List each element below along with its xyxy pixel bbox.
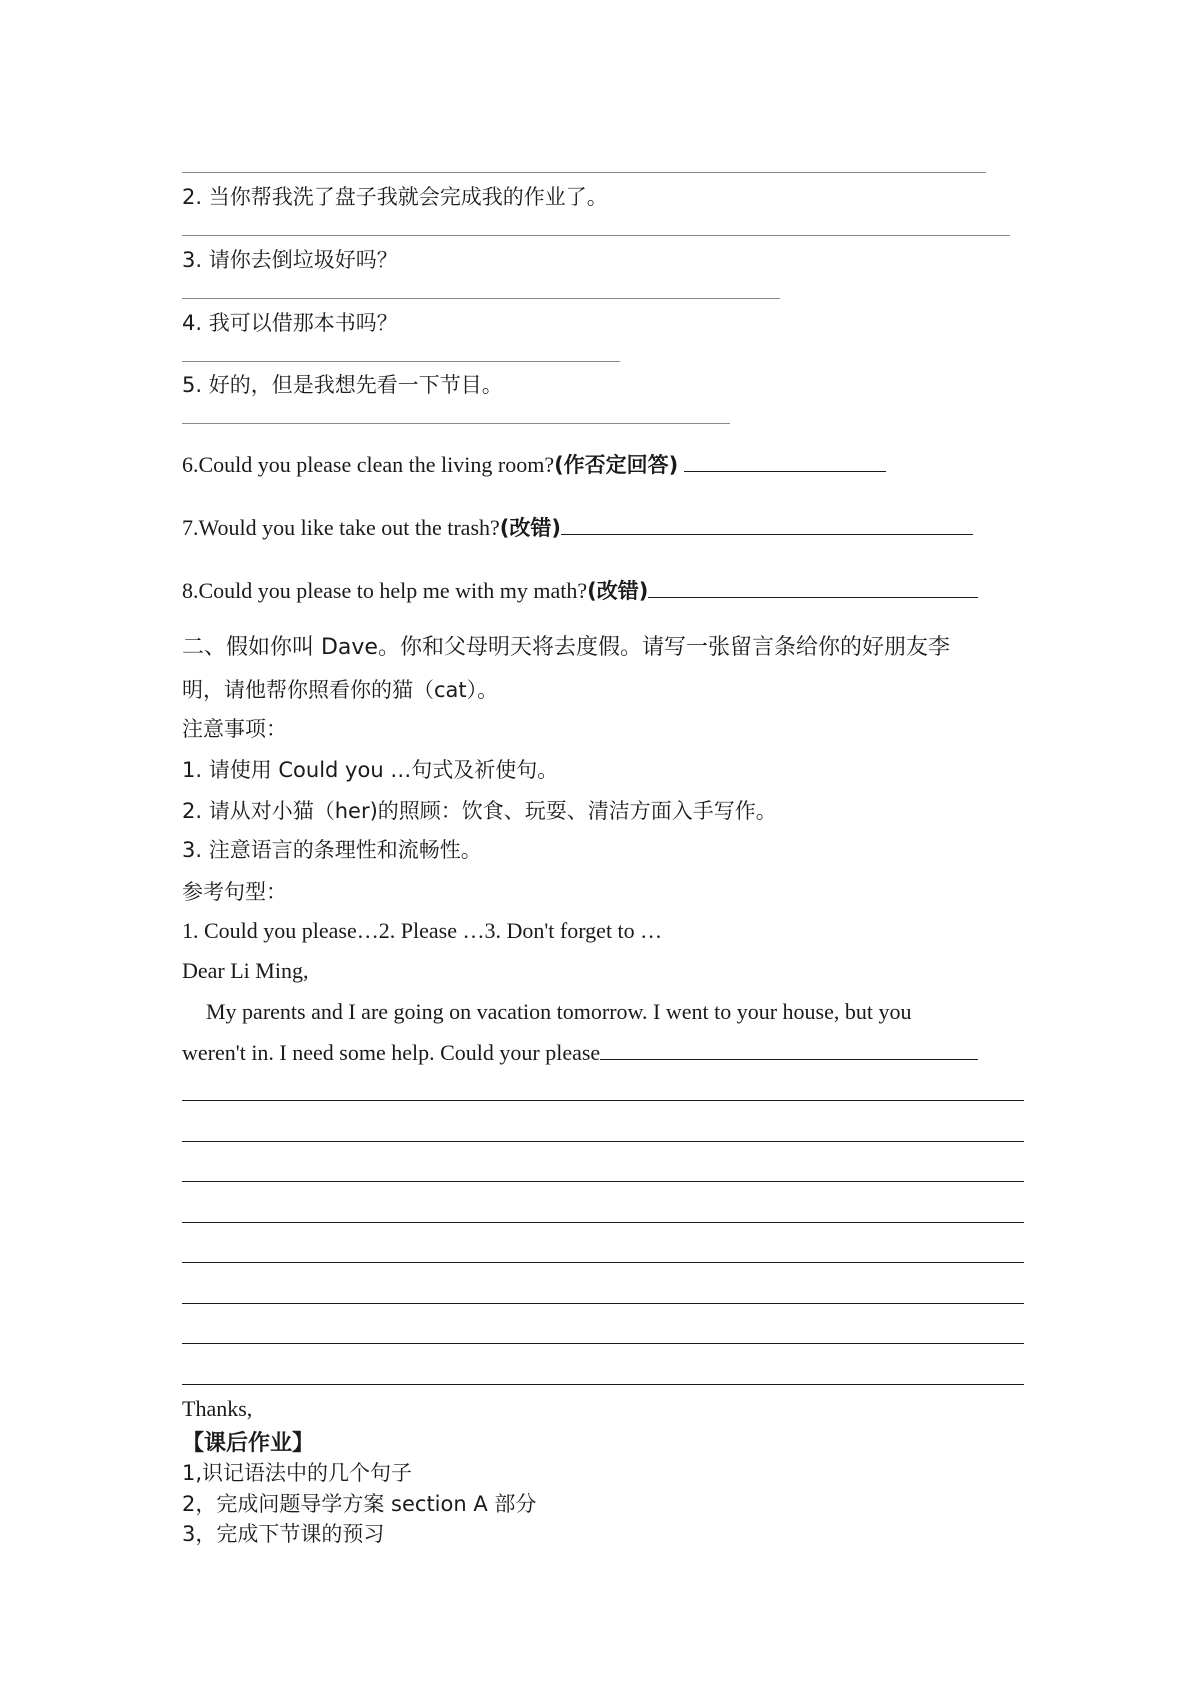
translation-item-5: 5. 好的，但是我想先看一下节目。 [182, 373, 503, 397]
answer-line-4[interactable] [182, 361, 620, 362]
question-6-text: 6.Could you please clean the living room? [182, 452, 555, 477]
question-7 [182, 512, 973, 542]
notes-title: 注意事项： [182, 717, 287, 741]
writing-line[interactable] [182, 1141, 1024, 1142]
letter-closing: Thanks, [182, 1396, 253, 1421]
question-7-answer-blank[interactable] [561, 516, 973, 535]
question-8-answer-blank[interactable] [648, 579, 978, 598]
letter-body-line-1: My parents and I are going on vacation tomorrow. I went to your house, but you [206, 999, 912, 1024]
homework-item-3: 3，完成下节课的预习 [182, 1522, 385, 1546]
reference-sentences: 1. Could you please…2. Please …3. Don't forget to … [182, 918, 663, 943]
question-6-tag: (作否定回答) [554, 453, 679, 477]
question-7-text: 7.Would you like take out the trash? [182, 515, 500, 540]
answer-line-1[interactable] [182, 172, 986, 173]
translation-item-3: 3. 请你去倒垃圾好吗？ [182, 248, 398, 272]
question-7-tag: (改错) [499, 516, 561, 540]
writing-line[interactable] [182, 1384, 1024, 1385]
writing-line[interactable] [182, 1222, 1024, 1223]
writing-line[interactable] [182, 1343, 1024, 1344]
writing-line[interactable] [182, 1100, 1024, 1101]
question-8-text: 8.Could you please to help me with my math? [182, 578, 588, 603]
question-8 [182, 575, 978, 605]
note-2: 2. 请从对小猫（her)的照顾：饮食、玩耍、清洁方面入手写作。 [182, 799, 777, 823]
writing-prompt-line-2: 明，请他帮你照看你的猫（cat）。 [182, 678, 499, 702]
answer-line-2[interactable] [182, 235, 1010, 236]
letter-body-line-2-text: weren't in. I need some help. Could your please [182, 1040, 601, 1065]
translation-item-4: 4. 我可以借那本书吗？ [182, 311, 398, 335]
translation-item-2: 2. 当你帮我洗了盘子我就会完成我的作业了。 [182, 185, 608, 209]
answer-line-3[interactable] [182, 298, 780, 299]
reference-title: 参考句型： [182, 880, 287, 904]
homework-item-1: 1,识记语法中的几个句子 [182, 1461, 413, 1485]
homework-title: 【课后作业】 [182, 1431, 315, 1456]
note-1: 1. 请使用 Could you …句式及祈使句。 [182, 758, 559, 782]
writing-line[interactable] [182, 1262, 1024, 1263]
letter-greeting: Dear Li Ming, [182, 958, 309, 983]
question-6-answer-blank[interactable] [684, 453, 886, 472]
letter-answer-blank[interactable] [600, 1041, 978, 1060]
note-3: 3. 注意语言的条理性和流畅性。 [182, 838, 482, 862]
question-6 [182, 449, 886, 479]
homework-item-2: 2，完成问题导学方案 section A 部分 [182, 1492, 537, 1516]
letter-body-line-2 [182, 1040, 978, 1066]
writing-prompt-line-1: 二、假如你叫 Dave。你和父母明天将去度假。请写一张留言条给你的好朋友李 [182, 635, 950, 660]
question-8-tag: (改错) [587, 579, 649, 603]
writing-line[interactable] [182, 1181, 1024, 1182]
writing-line[interactable] [182, 1303, 1024, 1304]
answer-line-5[interactable] [182, 423, 730, 424]
